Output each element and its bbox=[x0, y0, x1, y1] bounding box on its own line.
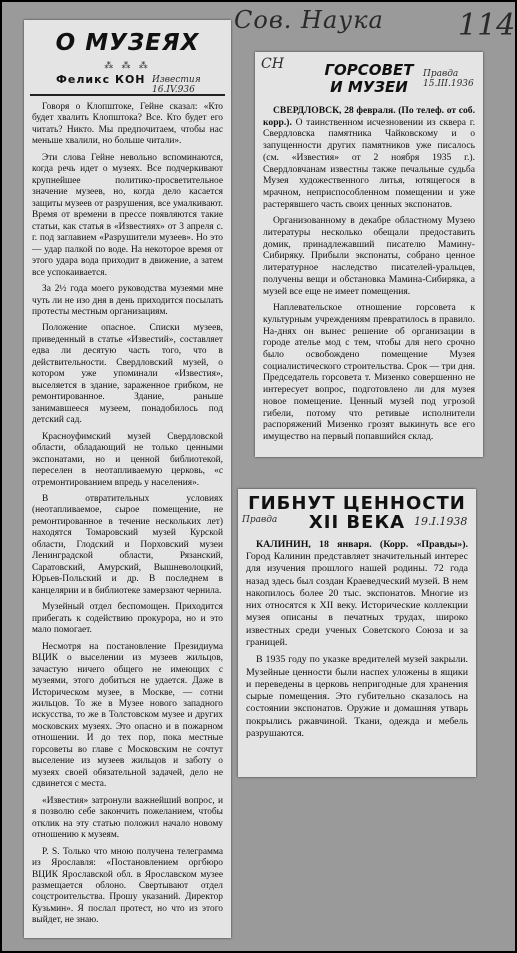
article-title-line-2: XII ВЕКА bbox=[308, 511, 406, 533]
article-author: Феликс КОН bbox=[56, 73, 146, 86]
paragraph: «Известия» затронули важнейший вопрос, и я позволю себе закончить пожеланием, чтобы отклик на эту статью положил начало новому отношению к музеям. bbox=[32, 795, 223, 841]
handwritten-source-note: Правда bbox=[242, 515, 278, 525]
paragraph-text: О таинственном исчезновении из сквера г. Свердловска памятника Чайковскому и о запущенности других памятников уже писалось (см. «Известия» от 2 ноября 1935 г.). Свердловчанам известны также печальные судьба Музея художественного литья, ютящегося в мрачном, неприспособленном помещении и уже растерявшего часть своих ценных экспонатов. bbox=[263, 116, 475, 210]
title-ornament: ⁂ ⁂ ⁂ bbox=[104, 60, 151, 70]
paragraph: Положение опасное. Списки музеев, приведенный в статье «Известий», составляет едва ли десятую часть того, что в действительности. Свердловский музей, о котором уже упоминали «Известия», выселяется в здание, зараженное грибком, не ремонтированное. Здание, раньше занимавшееся музеем, понадобилось под детский сад. bbox=[32, 323, 223, 426]
handwritten-newspaper-name: Сов. Наука bbox=[234, 6, 384, 34]
paragraph: В отвратительных условиях (неотапливаемое, сырое помещение, не ремонтированное в течение нескольких лет) находятся Томаровский музей Курской области, Глодский и Порховский музеи Ленинградской области, Рязанский, Саратовский, Амурский, Вышневолоцкий, Юрьев-Польский и др. В последнем в канцелярии и в библиотеке замерзают чернила. bbox=[32, 494, 223, 596]
paragraph: Несмотря на постановление Президиума ВЦИК о выселении из музеев жильцов, зачастую ничего общего не имеющих с музеями, этого добиться не удается. Даже в Историческом музее, в Москве, — сотни жильцов. То же в Музее нового западного искусства, то же в Толстовском музее и других московских музеях. Это опасно и в пожарном отношении. И до тех пор, пока местные горсоветы во главе с Московским не сочтут выселение из музеев жильцов и заботу о музеях своей обязательной задачей, дело не сдвинется с места. bbox=[32, 641, 223, 790]
paragraph-text: Город Калинин представляет значительный интерес для изучения прошлого нашей родины. 72 года назад здесь был создан Краеведческий музей. В нем накопилось более 20 тыс. экспонатов. Многие из них относятся к XII веку. Исторические коллекции музея описаны в печатных трудах, широко известных среди ученых Советского Союза и за границей. bbox=[246, 551, 468, 649]
paragraph: Эти слова Гейне невольно вспоминаются, когда речь идет о музеях. Все подчеркивают крупнейшее политико-просветительное значение музеев, но, когда дело касается защиты музеев от разрушения, все умалкивают. Время от времени в прессе появляются такие статьи, как статья в «Известиях» от 3 апреля с. г. под заглавием «Разрушители музеев». Но это — удар палкой по воде. На некоторое время от этого удара вода приходит в движение, а затем все успокаивается. bbox=[32, 152, 223, 278]
handwritten-source-note: Правда 15.III.1936 bbox=[423, 69, 474, 89]
clipping-o-muzeyakh bbox=[24, 20, 231, 938]
paragraph: За 2½ года моего руководства музеями мне чуть ли не изо дня в день приходится посылать протесты местным организациям. bbox=[32, 284, 223, 317]
article-body bbox=[255, 105, 483, 443]
dateline: КАЛИНИН, 18 января. (Корр. «Правды»). bbox=[256, 538, 468, 550]
clipping-gibnut-tsennosti bbox=[238, 489, 476, 777]
paragraph: Организованному в декабре областному Музею литературы несколько обещали предоставить домик, принадлежавший писателю Мамину-Сибиряку. Прибыли экспонаты, собрано ценное литературное наследство писателей-уральцев, получены вещи и обстановка Мамина-Сибиряка, а музей все еще не имеет помещения. bbox=[263, 215, 475, 297]
handwritten-date-note: 19.I.1938 bbox=[414, 515, 468, 528]
clipping-gorsovet-i-muzei bbox=[255, 52, 483, 457]
postscript: P. S. Только что мною получена телеграмма из Ярославля: «Постановлением оргбюро ВЦИК Ярославской обл. в Ярославском музее размещается облоно. Свертывают отдел соцстроительства. Прошу указаний. Директор Кузьмин». Я послал протест, но что из этого выйдет, не знаю. bbox=[32, 846, 223, 926]
article-title-line-1: ГОРСОВЕТ bbox=[324, 61, 414, 79]
handwritten-page-number: 114 bbox=[458, 8, 516, 43]
paragraph bbox=[246, 539, 468, 650]
handwritten-source-note: Известия 16.IV.936 bbox=[152, 75, 201, 95]
paragraph bbox=[263, 105, 475, 210]
handwritten-source-note-2: СН bbox=[261, 56, 284, 72]
article-body bbox=[24, 102, 231, 927]
paragraph: Говоря о Клопштоке, Гейне сказал: «Кто будет хвалить Клопштока? Все. Кто будет его читать? Никто. Мы предпочитаем, чтобы нас меньше хвалили, но больше читали». bbox=[32, 102, 223, 147]
paragraph: Красноуфимский музей Свердловской области, обладающий не только ценными экспонатами, но и ценной библиотекой, переселен в неотапливаемую церковь, «с отремонтированием впредь у населения». bbox=[32, 431, 223, 488]
paragraph: Наплевательское отношение горсовета к культурным учреждениям превратилось в правило. На-днях он вынес решение об организации в городе ателье мод с тем, чтобы для него срочно было освобождено помещение Музея социалистического строительства. Срок — три дня. Председатель горсовета т. Мизенко совершенно не интересует вопрос, подготовлено ли для музея новое помещение. Ценный музей под угрозой гибели, потому что ретивые исполнители распоряжений Мизенко грозят выкинуть все его имущество на первый попавшийся склад. bbox=[263, 302, 475, 442]
paragraph: В 1935 году по указке вредителей музей закрыли. Музейные ценности были наспех уложены в ящики и переведены в церковь непригодные для хранения сырые помещения. Это губительно сказалось на состоянии экспонатов. Оружие и домашняя утварь покрылись ржавчиной. Ткани, одежда и мебель разрушаются. bbox=[246, 654, 468, 739]
article-title-line-2: И МУЗЕИ bbox=[330, 77, 408, 96]
article-body bbox=[238, 539, 476, 741]
article-title-line-1: ГИБНУТ ЦЕННОСТИ bbox=[248, 493, 466, 514]
dateline: СВЕРДЛОВСК, 28 февраля. (По телеф. от соб. корр.). bbox=[263, 105, 475, 128]
paragraph: Музейный отдел беспомощен. Приходится прибегать к содействию прокурора, но и это мало помогает. bbox=[32, 602, 223, 636]
article-title: О МУЗЕЯХ bbox=[55, 30, 200, 56]
archive-sheet bbox=[2, 2, 515, 951]
